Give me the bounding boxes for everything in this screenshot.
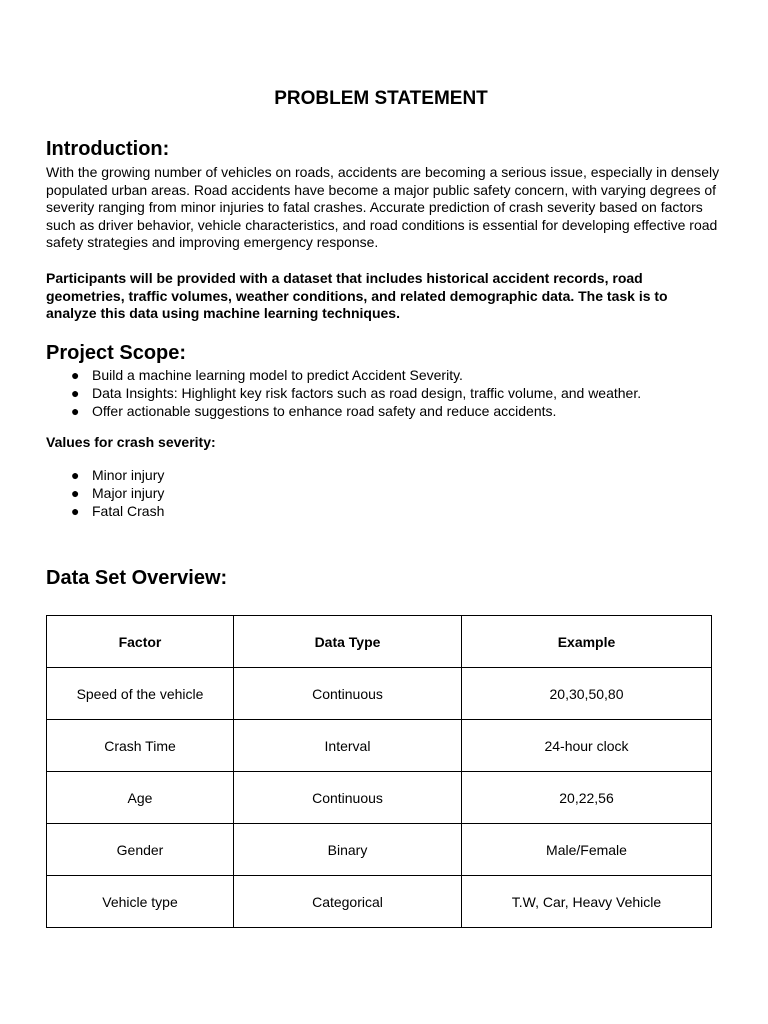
- table-cell: 20,30,50,80: [462, 668, 712, 720]
- bullet-icon: ●: [71, 385, 80, 401]
- list-item: [46, 484, 164, 502]
- list-item-text: Build a machine learning model to predict Accident Severity.: [92, 367, 463, 383]
- table-cell: 24-hour clock: [462, 720, 712, 772]
- table-row: [47, 668, 712, 720]
- table-cell: Male/Female: [462, 824, 712, 876]
- column-header-example: Example: [462, 616, 712, 668]
- table-cell: Interval: [234, 720, 462, 772]
- list-item: [46, 466, 164, 484]
- column-header-factor: Factor: [47, 616, 234, 668]
- list-item-text: Fatal Crash: [92, 503, 165, 519]
- table-row: [47, 772, 712, 824]
- table-cell: Binary: [234, 824, 462, 876]
- dataset-overview-heading: Data Set Overview:: [46, 567, 228, 589]
- page-title: [46, 88, 722, 110]
- table-cell: Continuous: [234, 772, 462, 824]
- table-cell: Crash Time: [47, 720, 234, 772]
- introduction-paragraph: With the growing number of vehicles on roads, accidents are becoming a serious issue, especially in densely populated urban areas. Road accidents have become a major public safety concern, with varying degrees of severity ranging from minor injuries to fatal crashes. Accurate prediction of crash severity based on factors such as driver behavior, vehicle characteristics, and road conditions is essential for developing effective road safety strategies and improving emergency response.: [46, 164, 720, 251]
- table-cell: Speed of the vehicle: [47, 668, 234, 720]
- list-item-text: Major injury: [92, 485, 165, 501]
- table-cell: 20,22,56: [462, 772, 712, 824]
- list-item-text: Data Insights: Highlight key risk factors such as road design, traffic volume, and weather.: [92, 385, 642, 401]
- table-cell: T.W, Car, Heavy Vehicle: [462, 876, 712, 928]
- list-item: [46, 384, 641, 402]
- bullet-icon: ●: [71, 485, 80, 501]
- page-title-text: PROBLEM STATEMENT: [274, 88, 488, 109]
- bullet-icon: ●: [71, 367, 80, 383]
- introduction-heading: Introduction:: [46, 138, 170, 160]
- bullet-icon: ●: [71, 503, 80, 519]
- list-item-text: Offer actionable suggestions to enhance road safety and reduce accidents.: [92, 403, 557, 419]
- list-item: [46, 402, 641, 420]
- dataset-table: [46, 615, 712, 928]
- table-header-row: [47, 616, 712, 668]
- bullet-icon: ●: [71, 467, 80, 483]
- dataset-description-paragraph: Participants will be provided with a dataset that includes historical accident records, road geometries, traffic volumes, weather conditions, and related demographic data. The task is to analyze this data using machine learning techniques.: [46, 270, 668, 322]
- list-item: [46, 502, 164, 520]
- list-item: [46, 366, 641, 384]
- list-item-text: Minor injury: [92, 467, 165, 483]
- table-row: [47, 720, 712, 772]
- table-cell: Categorical: [234, 876, 462, 928]
- project-scope-heading: Project Scope:: [46, 342, 187, 364]
- severity-list: [46, 466, 164, 520]
- table-cell: Age: [47, 772, 234, 824]
- table-row: [47, 824, 712, 876]
- table-cell: Continuous: [234, 668, 462, 720]
- table-cell: Gender: [47, 824, 234, 876]
- table-cell: Vehicle type: [47, 876, 234, 928]
- project-scope-list: [46, 366, 641, 420]
- severity-label: Values for crash severity:: [46, 434, 216, 450]
- bullet-icon: ●: [71, 403, 80, 419]
- column-header-data-type: Data Type: [234, 616, 462, 668]
- table-row: [47, 876, 712, 928]
